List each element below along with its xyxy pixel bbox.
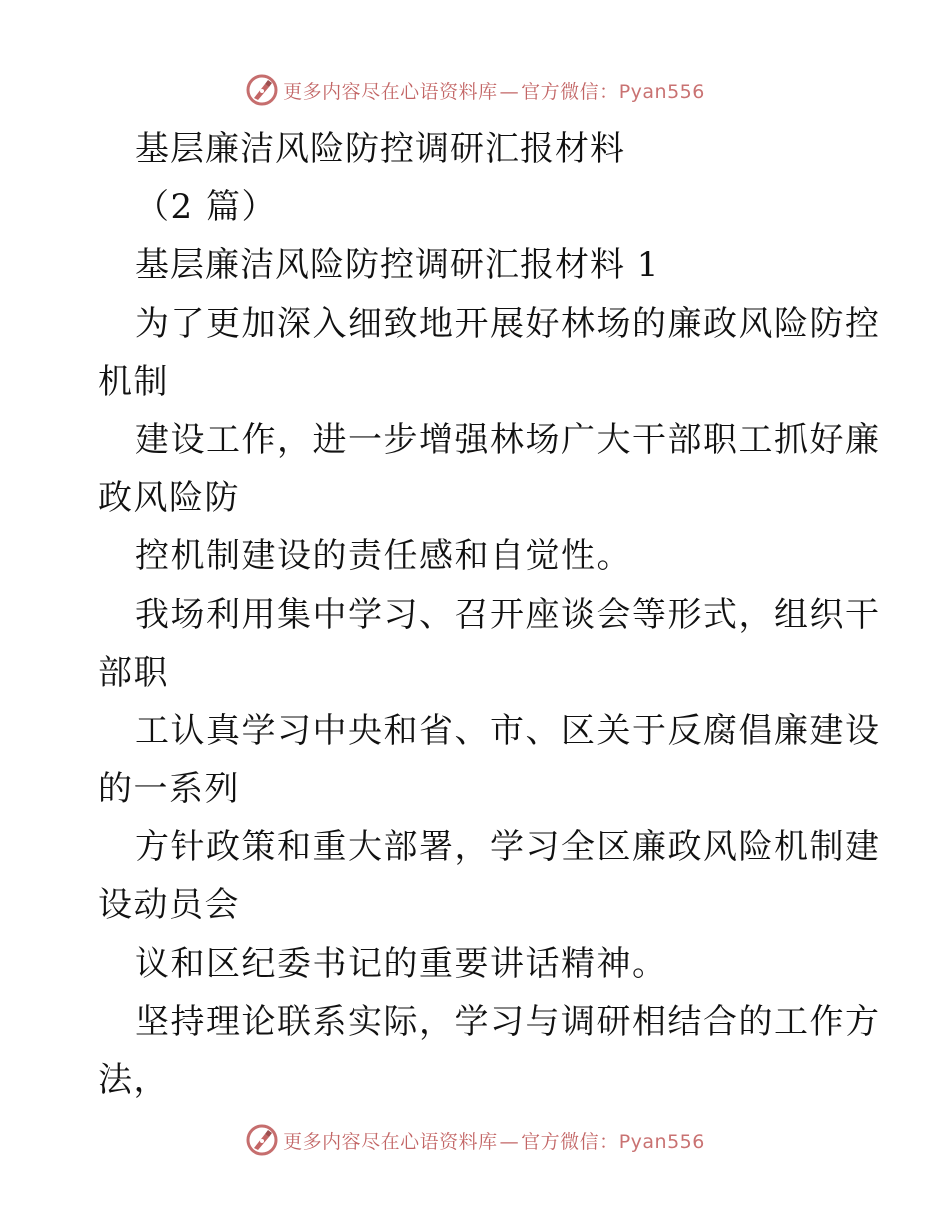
paragraph-line: 工认真学习中央和省、市、区关于反腐倡廉建设 [135,710,881,751]
watermark-separator: — [499,1130,520,1153]
pen-logo-icon [245,1123,279,1157]
paragraph-line: 机制 [98,361,169,402]
watermark-suffix: 官方微信： [521,1130,619,1153]
document-body [98,120,881,1109]
paragraph-line: 法， [98,1060,169,1100]
paragraph-line: 的一系列 [98,769,240,810]
paragraph-line: 我场利用集中学习、召开座谈会等形式，组织干 [135,594,881,635]
paragraph-line: 政风险防 [98,478,240,519]
watermark-title: 更多内容尽在心语资料库 [283,1130,498,1153]
paragraph-line: 方针政策和重大部署，学习全区廉政风险机制建 [135,827,881,868]
paragraph-line: 建设工作，进一步增强林场广大干部职工抓好廉 [135,419,881,460]
watermark-title: 更多内容尽在心语资料库 [283,80,498,103]
paragraph-line: 议和区纪委书记的重要讲话精神。 [135,943,668,984]
paragraph-line: 为了更加深入细致地开展好林场的廉政风险防控 [135,303,881,344]
footer-watermark [0,1118,950,1162]
watermark-suffix: 官方微信： [521,80,619,103]
paragraph-line: 坚持理论联系实际，学习与调研相结合的工作方 [135,1001,881,1042]
paragraph-line: 设动员会 [98,885,240,926]
header-watermark [0,68,950,112]
pen-logo-icon [245,73,279,107]
paragraph-line: 控机制建设的责任感和自觉性。 [135,536,632,577]
watermark-separator: — [499,80,520,103]
watermark-wechat-id: Pyan556 [618,80,705,103]
document-title: 基层廉洁风险防控调研汇报材料 [135,129,625,169]
watermark-text [283,1127,705,1154]
watermark-wechat-id: Pyan556 [618,1130,705,1153]
section-heading: 基层廉洁风险防控调研汇报材料 1 [135,245,660,286]
document-subtitle: （2 篇） [135,187,277,228]
watermark-text [283,77,705,104]
paragraph-line: 部职 [98,652,169,693]
